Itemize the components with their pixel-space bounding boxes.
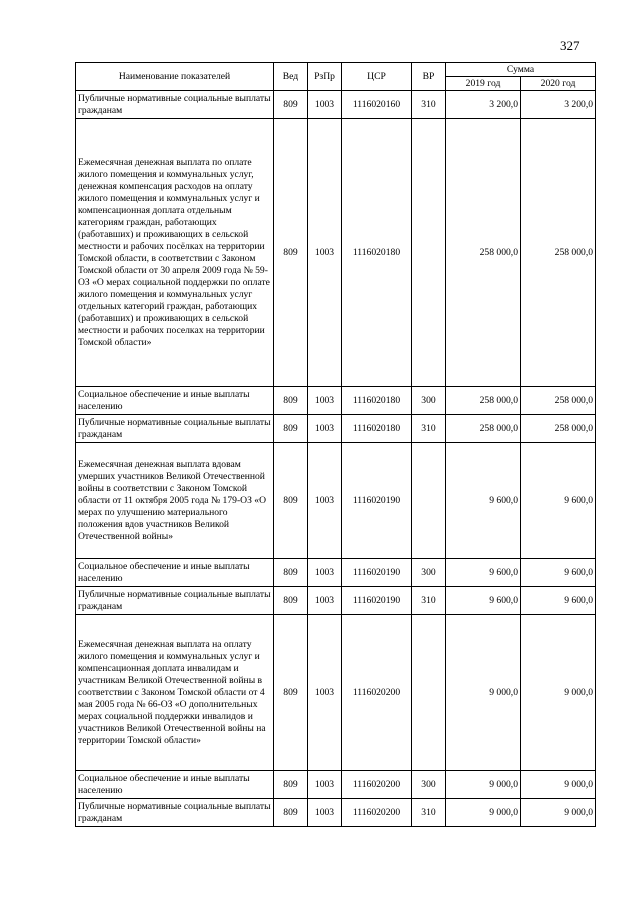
row-ved-cell: 809 xyxy=(274,799,308,827)
row-sum-2020-cell: 258 000,0 xyxy=(521,415,596,443)
row-ved-cell: 809 xyxy=(274,615,308,771)
row-name-cell: Публичные нормативные социальные выплаты гражданам xyxy=(76,587,274,615)
row-ved-cell: 809 xyxy=(274,415,308,443)
row-csr-cell: 1116020200 xyxy=(342,615,412,771)
row-vr-cell: 300 xyxy=(412,771,446,799)
row-vr-cell: 310 xyxy=(412,91,446,119)
row-name-cell: Публичные нормативные социальные выплаты гражданам xyxy=(76,415,274,443)
row-sum-2020-cell: 258 000,0 xyxy=(521,119,596,387)
row-sum-2019-cell: 258 000,0 xyxy=(446,415,521,443)
header-vr: ВР xyxy=(412,63,446,91)
table-row xyxy=(76,799,596,827)
row-name-cell: Социальное обеспечение и иные выплаты населению xyxy=(76,559,274,587)
header-ved: Вед xyxy=(274,63,308,91)
row-rzpr-cell: 1003 xyxy=(308,91,342,119)
row-csr-cell: 1116020200 xyxy=(342,799,412,827)
row-vr-cell xyxy=(412,443,446,559)
row-sum-2020-cell: 9 000,0 xyxy=(521,615,596,771)
row-csr-cell: 1116020160 xyxy=(342,91,412,119)
table-row xyxy=(76,415,596,443)
header-csr: ЦСР xyxy=(342,63,412,91)
row-csr-cell: 1116020180 xyxy=(342,415,412,443)
table-row xyxy=(76,587,596,615)
row-sum-2019-cell: 9 000,0 xyxy=(446,615,521,771)
row-ved-cell: 809 xyxy=(274,91,308,119)
row-rzpr-cell: 1003 xyxy=(308,119,342,387)
header-name: Наименование показателей xyxy=(76,63,274,91)
table-row xyxy=(76,91,596,119)
table-row xyxy=(76,387,596,415)
row-vr-cell: 310 xyxy=(412,587,446,615)
row-csr-cell: 1116020190 xyxy=(342,559,412,587)
row-csr-cell: 1116020200 xyxy=(342,771,412,799)
row-rzpr-cell: 1003 xyxy=(308,415,342,443)
row-sum-2020-cell: 9 000,0 xyxy=(521,771,596,799)
row-vr-cell xyxy=(412,615,446,771)
row-sum-2019-cell: 9 600,0 xyxy=(446,443,521,559)
row-rzpr-cell: 1003 xyxy=(308,587,342,615)
table-row xyxy=(76,119,596,387)
row-sum-2020-cell: 9 000,0 xyxy=(521,799,596,827)
row-csr-cell: 1116020190 xyxy=(342,443,412,559)
row-sum-2019-cell: 9 600,0 xyxy=(446,559,521,587)
table-row xyxy=(76,559,596,587)
row-vr-cell: 310 xyxy=(412,415,446,443)
row-sum-2020-cell: 9 600,0 xyxy=(521,559,596,587)
row-ved-cell: 809 xyxy=(274,119,308,387)
table-row xyxy=(76,771,596,799)
row-sum-2020-cell: 3 200,0 xyxy=(521,91,596,119)
row-name-cell: Публичные нормативные социальные выплаты гражданам xyxy=(76,799,274,827)
row-rzpr-cell: 1003 xyxy=(308,387,342,415)
row-sum-2019-cell: 9 600,0 xyxy=(446,587,521,615)
header-year-2019: 2019 год xyxy=(446,77,521,91)
row-name-cell: Социальное обеспечение и иные выплаты населению xyxy=(76,387,274,415)
row-sum-2019-cell: 258 000,0 xyxy=(446,119,521,387)
row-sum-2019-cell: 9 000,0 xyxy=(446,799,521,827)
row-ved-cell: 809 xyxy=(274,443,308,559)
page-number: 327 xyxy=(560,38,580,53)
row-rzpr-cell: 1003 xyxy=(308,615,342,771)
row-vr-cell: 310 xyxy=(412,799,446,827)
row-ved-cell: 809 xyxy=(274,587,308,615)
row-sum-2020-cell: 258 000,0 xyxy=(521,387,596,415)
table-row xyxy=(76,615,596,771)
header-rzpr: РзПр xyxy=(308,63,342,91)
row-vr-cell: 300 xyxy=(412,559,446,587)
row-name-cell: Публичные нормативные социальные выплаты гражданам xyxy=(76,91,274,119)
row-rzpr-cell: 1003 xyxy=(308,771,342,799)
header-year-2020: 2020 год xyxy=(521,77,596,91)
row-csr-cell: 1116020180 xyxy=(342,387,412,415)
row-name-cell: Ежемесячная денежная выплата вдовам умерших участников Великой Отечественной войны в соответствии с Законом Томской области от 11 октября 2005 года № 179-ОЗ «О мерах по улучшению материального положения вдов участников Великой Отечественной войны» xyxy=(76,443,274,559)
row-vr-cell: 300 xyxy=(412,387,446,415)
row-sum-2020-cell: 9 600,0 xyxy=(521,587,596,615)
row-rzpr-cell: 1003 xyxy=(308,443,342,559)
row-sum-2020-cell: 9 600,0 xyxy=(521,443,596,559)
row-ved-cell: 809 xyxy=(274,559,308,587)
row-sum-2019-cell: 3 200,0 xyxy=(446,91,521,119)
row-name-cell: Ежемесячная денежная выплата по оплате жилого помещения и коммунальных услуг, денежная компенсация расходов на оплату жилого помещения и коммунальных услуг и компенсационная доплата отдельным категориям граждан, работающих (работавших) и проживающих в сельской местности и рабочих посёлках на территории Томской области, в соответствии с Законом Томской области от 30 апреля 2009 года № 59-ОЗ «О мерах социальной поддержки по оплате жилого помещения и коммунальных услуг отдельных категорий граждан, работающих (работавших) и проживающих в сельской местности и рабочих поселках на территории Томской области» xyxy=(76,119,274,387)
table-row xyxy=(76,443,596,559)
row-name-cell: Социальное обеспечение и иные выплаты населению xyxy=(76,771,274,799)
row-rzpr-cell: 1003 xyxy=(308,799,342,827)
row-rzpr-cell: 1003 xyxy=(308,559,342,587)
row-sum-2019-cell: 258 000,0 xyxy=(446,387,521,415)
row-sum-2019-cell: 9 000,0 xyxy=(446,771,521,799)
budget-table xyxy=(75,62,596,827)
row-csr-cell: 1116020190 xyxy=(342,587,412,615)
row-ved-cell: 809 xyxy=(274,771,308,799)
row-ved-cell: 809 xyxy=(274,387,308,415)
row-csr-cell: 1116020180 xyxy=(342,119,412,387)
row-name-cell: Ежемесячная денежная выплата на оплату жилого помещения и коммунальных услуг и компенсационная доплата инвалидам и участникам Великой Отечественной войны в соответствии с Законом Томской области от 4 мая 2005 года № 66-ОЗ «О дополнительных мерах социальной поддержки инвалидов и участников Великой Отечественной войны на территории Томской области» xyxy=(76,615,274,771)
header-sum: Сумма xyxy=(446,63,596,77)
row-vr-cell xyxy=(412,119,446,387)
